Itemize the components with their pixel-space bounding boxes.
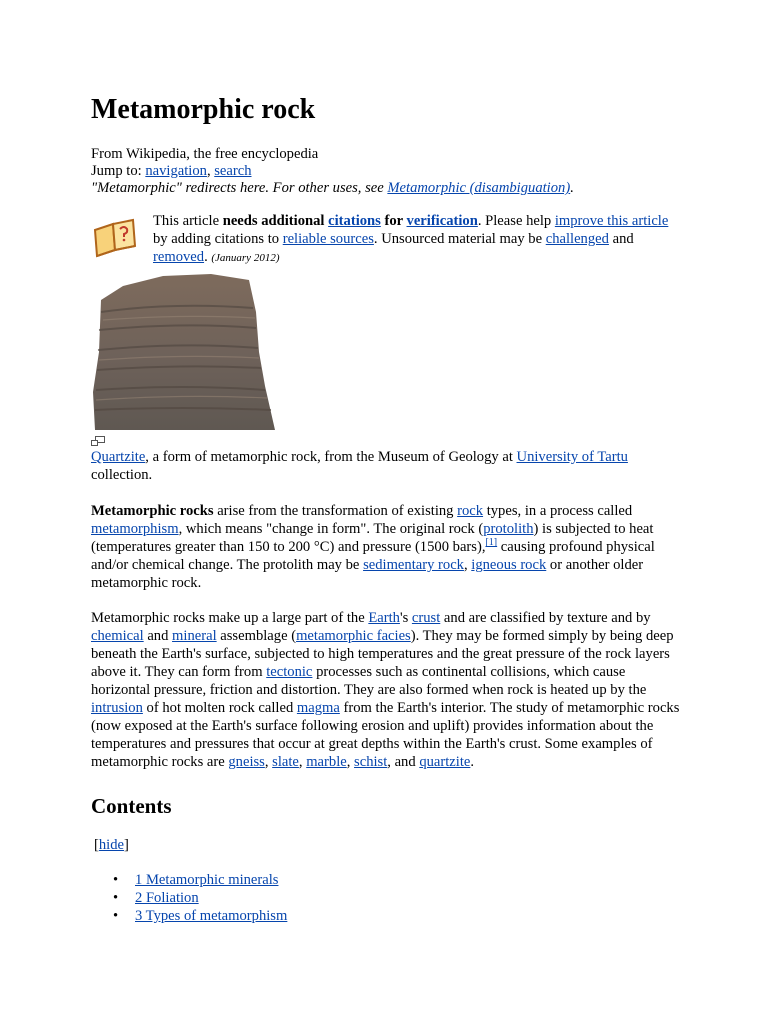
body-text-9: from the Earth's interior. The study of metamorphic rocks (now exposed at the Earth's surface following erosion and uplift) provides information about the temperatures and pressures that occur at great depths within the Earth's crust. Some examples of metamorphic rocks are (91, 700, 680, 770)
page-title: Metamorphic rock (91, 94, 316, 125)
toc-hide-link[interactable]: hide (98, 837, 125, 853)
jump-links (91, 163, 691, 180)
magnify-clip-icon[interactable] (91, 436, 105, 446)
body-sep-5: . (470, 754, 475, 770)
tectonic-link[interactable]: tectonic (266, 664, 313, 680)
magma-link[interactable]: magma (296, 700, 340, 716)
article-meta (91, 146, 691, 197)
intro-text-2: types, in a process called (483, 503, 633, 519)
intro-text-5: causing profound physical and/or chemical change. The protolith may be (91, 539, 655, 573)
caption-text-2: collection. (91, 467, 153, 483)
jump-sep: , (206, 163, 215, 179)
quartzite-caption-link[interactable]: Quartzite (91, 449, 146, 465)
schist-link[interactable]: schist (354, 754, 388, 770)
chemical-link[interactable]: chemical (91, 628, 144, 644)
toc-toggle-close: ] (124, 837, 129, 853)
hatnote-text: "Metamorphic" redirects here. For other uses, see (91, 180, 388, 196)
toc-item (91, 871, 287, 889)
intrusion-link[interactable]: intrusion (91, 700, 143, 716)
notice-text-6: . (204, 249, 212, 265)
caption-text-1: , a form of metamorphic rock, from the Museum of Geology at (145, 449, 517, 465)
challenged-link[interactable]: challenged (545, 231, 609, 247)
crust-link[interactable]: crust (411, 610, 441, 626)
toc-bullet: • (113, 872, 119, 888)
body-paragraph (91, 609, 681, 771)
improve-article-link[interactable]: improve this article (554, 213, 669, 229)
marble-link[interactable]: marble (306, 754, 347, 770)
university-of-tartu-link[interactable]: University of Tartu (516, 449, 628, 465)
toc-bullet: • (113, 908, 119, 924)
body-text-7: processes such as continental collisions, which cause horizontal pressure, friction and distortion. They are also formed when rock is heated up by the (91, 664, 647, 698)
jump-search-link[interactable]: search (214, 163, 252, 179)
intro-text-6: , (463, 557, 472, 573)
toc-link-metamorphic-minerals[interactable]: 1 Metamorphic minerals (135, 872, 279, 888)
body-sep-4: , and (387, 754, 420, 770)
gneiss-link[interactable]: gneiss (228, 754, 265, 770)
metamorphism-link[interactable]: metamorphism (91, 521, 179, 537)
intro-bold: Metamorphic rocks (91, 503, 214, 519)
disambiguation-link[interactable]: Metamorphic (disambiguation) (387, 180, 571, 196)
earth-link[interactable]: Earth (368, 610, 400, 626)
metamorphic-facies-link[interactable]: metamorphic facies (296, 628, 411, 644)
notice-date: (January 2012) (211, 252, 280, 264)
reliable-sources-link[interactable]: reliable sources (282, 231, 374, 247)
quartzite-image[interactable] (93, 272, 277, 430)
body-text-3: and are classified by texture and by (440, 610, 651, 626)
citations-link[interactable]: citations (328, 213, 381, 229)
notice-bold-1: needs additional (222, 213, 329, 229)
toc-list (91, 871, 287, 925)
book-question-icon (91, 216, 139, 260)
toc-toggle-open: [ (94, 837, 99, 853)
intro-text-4: ) is subjected to heat (temperatures greater than 150 to 200 °C) and pressure (1500 bars), (91, 521, 654, 555)
body-text-2: 's (399, 610, 412, 626)
body-sep-3: , (346, 754, 355, 770)
slate-link[interactable]: slate (272, 754, 299, 770)
toc-link-types-of-metamorphism[interactable]: 3 Types of metamorphism (135, 908, 288, 924)
body-text-8: of hot molten rock called (142, 700, 297, 716)
sedimentary-rock-link[interactable]: sedimentary rock (363, 557, 464, 573)
igneous-rock-link[interactable]: igneous rock (471, 557, 547, 573)
quartzite-link[interactable]: quartzite (419, 754, 471, 770)
notice-text-2: . Please help (477, 213, 555, 229)
toc-item (91, 907, 287, 925)
toc-item (91, 889, 287, 907)
image-caption (91, 448, 681, 484)
toc-toggle (94, 836, 129, 854)
site-tagline: From Wikipedia, the free encyclopedia (91, 146, 319, 162)
notice-text-5: and (608, 231, 634, 247)
body-text-1: Metamorphic rocks make up a large part of the (91, 610, 369, 626)
rock-link[interactable]: rock (457, 503, 484, 519)
protolith-link[interactable]: protolith (483, 521, 534, 537)
body-text-4: and (143, 628, 173, 644)
intro-text-1: arise from the transformation of existing (213, 503, 458, 519)
contents-heading: Contents (91, 794, 172, 818)
notice-text-4: . Unsourced material may be (373, 231, 546, 247)
notice-bold-2: for (380, 213, 407, 229)
removed-link[interactable]: removed (153, 249, 205, 265)
notice-text-1: This article (153, 213, 223, 229)
body-sep-2: , (298, 754, 307, 770)
mineral-link[interactable]: mineral (172, 628, 217, 644)
toc-bullet: • (113, 890, 119, 906)
hatnote-end: . (570, 180, 574, 196)
notice-text-3: by adding citations to (153, 231, 283, 247)
body-sep-1: , (264, 754, 273, 770)
toc-link-foliation[interactable]: 2 Foliation (135, 890, 199, 906)
citation-notice-text (153, 212, 683, 267)
intro-text-3: , which means "change in form". The original rock ( (178, 521, 484, 537)
hatnote (91, 180, 691, 197)
jump-prefix: Jump to: (91, 163, 146, 179)
intro-text-7: or another older metamorphic rock. (91, 557, 644, 591)
body-text-5: assemblage ( (216, 628, 297, 644)
jump-navigation-link[interactable]: navigation (145, 163, 207, 179)
reference-1-link[interactable]: [1] (485, 537, 498, 549)
body-text-6: ). They may be formed simply by being deep beneath the Earth's surface, subjected to high temperatures and the great pressure of the rock layers above it. They can form from (91, 628, 674, 680)
verification-link[interactable]: verification (406, 213, 478, 229)
intro-paragraph (91, 502, 681, 592)
